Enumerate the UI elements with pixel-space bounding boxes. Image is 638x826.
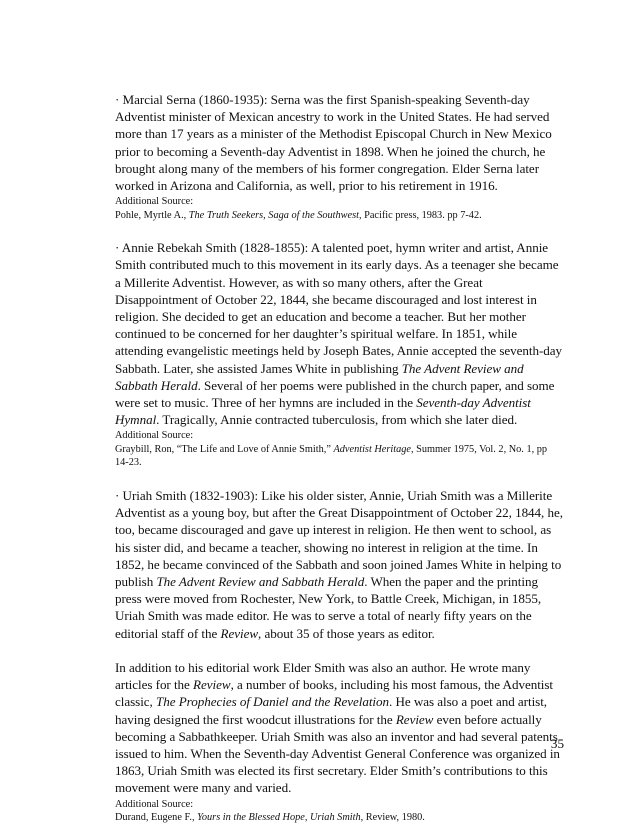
page-number: 35 — [550, 736, 564, 751]
entry-paragraph — [115, 239, 563, 428]
text-run: · Uriah Smith (1832-1903): Like his older sister, Annie, Uriah Smith was a Millerite Adventist as a young boy, but after the Great Disappointment of October 22, 1844, he, too, became discouraged and gave up interest in religion. He then went to school, as his sister did, and became a teacher, showing no interest in religion at the time. In 1852, he became convinced of the Sabbath and soon joined James White in helping to publish — [115, 487, 563, 589]
text-run: , Review, 1980. — [360, 812, 425, 824]
text-run: Graybill, Ron, “The Life and Love of Annie Smith,” — [115, 443, 334, 455]
additional-source-citation — [115, 443, 563, 470]
text-run: , Summer 1975, Vol. 2, No. 1, pp 14-23. — [115, 443, 548, 469]
italic-title: Review — [395, 711, 434, 727]
italic-title: Review — [220, 625, 259, 641]
additional-source-label: Additional Source: — [115, 430, 194, 442]
text-run: even before actually becoming a Sabbathkeeper. Uriah Smith was also an inventor and had several patents issued to him. When the Seventh-day Adventist General Conference was organized in 1863, Uriah Smith was elected its first secretary. Elder Smith’s contributions to this movement were many and varied. — [115, 711, 560, 796]
text-run: Durand, Eugene F., — [115, 812, 198, 824]
additional-source-label: Additional Source: — [115, 798, 194, 810]
italic-title: The Prophecies of Daniel and the Revelation — [156, 694, 389, 710]
additional-source-citation — [115, 811, 563, 825]
entry-annie-smith — [115, 239, 563, 470]
italic-title: Adventist Heritage — [333, 443, 411, 455]
additional-source-citation — [115, 209, 563, 223]
text-run: . Tragically, Annie contracted tuberculosis, from which she later died. — [156, 412, 518, 428]
italic-title: The Truth Seekers, Saga of the Southwest — [188, 209, 359, 221]
entry-paragraph — [115, 487, 563, 642]
text-run: Pohle, Myrtle A., — [115, 209, 189, 221]
text-run: · Marcial Serna (1860-1935): Serna was the first Spanish-speaking Seventh-day Adventist minister of Mexican ancestry to work in the United States. He had served more than 17 years as a minister of the Methodist Episcopal Church in New Mexico prior to becoming a Seventh-day Adventist in 1898. When he joined the church, he brought along many of the members of his former congregation. Elder Serna later worked in Arizona and California, as well, prior to his retirement in 1916. — [115, 92, 552, 194]
italic-title: The Advent Review and Sabbath Herald — [115, 360, 524, 393]
text-run: , Pacific press, 1983. pp 7-42. — [358, 209, 482, 221]
entry-marcial-serna — [115, 91, 563, 222]
text-run: In addition to his editorial work Elder Smith was also an author. He wrote many articles for the — [115, 659, 531, 693]
italic-title: The Advent Review and Sabbath Herald — [156, 573, 365, 589]
entry-uriah-smith — [115, 487, 563, 825]
italic-title: Seventh-day Adventist Hymnal — [115, 395, 531, 428]
italic-title: Review — [193, 677, 231, 693]
text-run: , about 35 of those years as editor. — [258, 625, 435, 641]
text-run: · Annie Rebekah Smith (1828-1855): A talented poet, hymn writer and artist, Annie Smith contributed much to this movement in its early days. As a teenager she became a Millerite Adventist. However, as with so many others, after the Great Disappointment of October 22, 1844, she became discouraged and lost interest in religion. She decided to get an education and become a teacher. But her mother continued to be concerned for her daughter’s spiritual welfare. In 1851, while attending evangelistic meetings held by Joseph Bates, Annie accepted the seventh-day Sabbath. Later, she assisted James White in publishing — [115, 240, 563, 376]
text-run: , a number of books, including his most famous, the Adventist classic, — [115, 677, 554, 710]
entry-paragraph — [115, 659, 563, 797]
text-run: . He was also a poet and artist, having designed the first woodcut illustrations for the — [115, 694, 548, 727]
text-run: . Several of her poems were published in the church paper, and some were set to music. Three of her hymns are included in the — [115, 377, 555, 411]
italic-title: Yours in the Blessed Hope, Uriah Smith — [197, 812, 361, 824]
additional-source-label: Additional Source: — [115, 196, 194, 208]
entry-paragraph — [115, 91, 563, 194]
text-run: . When the paper and the printing press were moved from Rochester, New York, to Battle Creek, Michigan, in 1855, Uriah Smith was made editor. He was to serve a total of nearly fifty years on the editorial staff of the — [115, 573, 542, 641]
document-page — [115, 91, 563, 825]
